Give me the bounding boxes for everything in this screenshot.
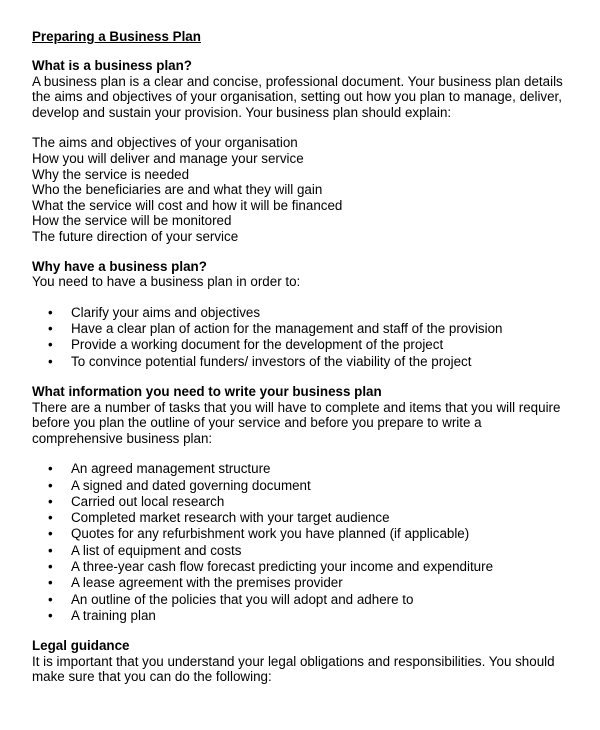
bullet-icon: • — [48, 510, 53, 526]
bullet-item — [32, 510, 592, 526]
bullet-icon: • — [48, 353, 53, 369]
bullet-text: A list of equipment and costs — [71, 542, 242, 558]
bullet-text: Quotes for any refurbishment work you have planned (if applicable) — [71, 526, 470, 542]
section-heading-legal: Legal guidance — [32, 638, 130, 654]
paragraph-line: develop and sustain your provision. Your business plan should explain: — [32, 104, 452, 120]
paragraph-line: make sure that you can do the following: — [32, 669, 272, 685]
section4-paragraph — [32, 654, 592, 685]
list-item: The aims and objectives of your organisation — [32, 135, 298, 151]
list-item: The future direction of your service — [32, 228, 239, 244]
bullet-icon: • — [48, 526, 53, 542]
bullet-item — [32, 478, 592, 494]
bullet-item — [32, 543, 592, 559]
bullet-icon: • — [48, 321, 53, 337]
list-item: Who the beneficiaries are and what they will gain — [32, 182, 323, 198]
bullet-icon: • — [48, 542, 53, 558]
section-heading-information: What information you need to write your business plan — [32, 383, 382, 399]
bullet-text: A training plan — [71, 607, 156, 623]
bullet-item — [32, 461, 592, 477]
paragraph-line: the aims and objectives of your organisation, setting out how you plan to manage, deliver, — [32, 89, 562, 105]
bullet-item — [32, 305, 592, 321]
list-item: What the service will cost and how it will be financed — [32, 197, 343, 213]
bullet-text: Completed market research with your target audience — [71, 510, 390, 526]
explain-list — [32, 135, 592, 244]
document-body — [32, 29, 592, 685]
bullet-item — [32, 608, 592, 624]
tasks-bullet-list — [32, 461, 592, 624]
bullet-text: Carried out local research — [71, 493, 225, 509]
bullet-icon: • — [48, 304, 53, 320]
section-heading-why: Why have a business plan? — [32, 258, 207, 274]
bullet-item — [32, 494, 592, 510]
bullet-icon: • — [48, 461, 53, 477]
section2-intro: You need to have a business plan in order to: — [32, 274, 301, 290]
bullet-icon: • — [48, 559, 53, 575]
bullet-icon: • — [48, 575, 53, 591]
paragraph-line: There are a number of tasks that you will have to complete and items that you will require — [32, 399, 561, 415]
bullet-icon: • — [48, 493, 53, 509]
bullet-text: A three-year cash flow forecast predicting your income and expenditure — [71, 559, 494, 575]
bullet-icon: • — [48, 591, 53, 607]
bullet-text: Provide a working document for the development of the project — [71, 337, 444, 353]
paragraph-line: comprehensive business plan: — [32, 430, 213, 446]
bullet-text: An agreed management structure — [71, 461, 271, 477]
bullet-item — [32, 559, 592, 575]
bullet-item — [32, 354, 592, 370]
bullet-item — [32, 337, 592, 353]
bullet-item — [32, 575, 592, 591]
bullet-item — [32, 526, 592, 542]
bullet-text: To convince potential funders/ investors of the viability of the project — [71, 353, 472, 369]
paragraph-line: It is important that you understand your legal obligations and responsibilities. You should — [32, 653, 555, 669]
bullet-text: Have a clear plan of action for the management and staff of the provision — [71, 321, 503, 337]
section-heading-what-is: What is a business plan? — [32, 58, 192, 73]
paragraph-line: before you plan the outline of your service and before you prepare to write a — [32, 415, 482, 431]
list-item: Why the service is needed — [32, 166, 190, 182]
list-item: How the service will be monitored — [32, 213, 232, 229]
bullet-icon: • — [48, 607, 53, 623]
bullet-text: Clarify your aims and objectives — [71, 304, 261, 320]
why-bullet-list — [32, 305, 592, 370]
page-title: Preparing a Business Plan — [32, 29, 201, 44]
bullet-text: A signed and dated governing document — [71, 477, 311, 493]
section3-paragraph — [32, 400, 592, 447]
bullet-icon: • — [48, 477, 53, 493]
bullet-icon: • — [48, 337, 53, 353]
bullet-text: An outline of the policies that you will adopt and adhere to — [71, 591, 414, 607]
paragraph-line: A business plan is a clear and concise, professional document. Your business plan details — [32, 73, 563, 89]
section1-paragraph — [32, 74, 592, 121]
list-item: How you will deliver and manage your service — [32, 150, 304, 166]
bullet-text: A lease agreement with the premises provider — [71, 575, 343, 591]
bullet-item — [32, 321, 592, 337]
bullet-item — [32, 592, 592, 608]
